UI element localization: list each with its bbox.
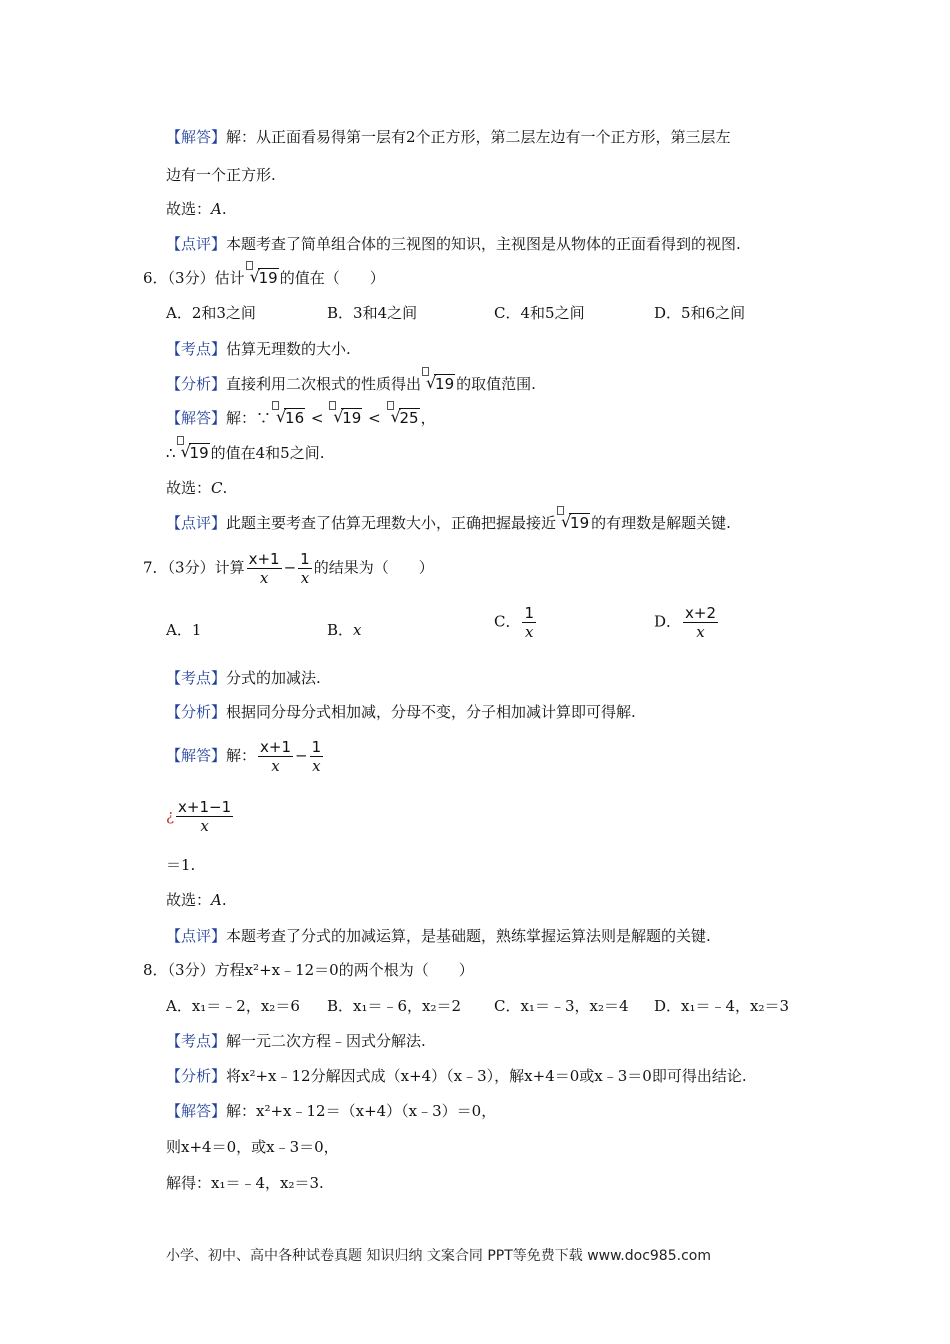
comment-text: 此题主要考查了估算无理数大小，正确把握最接近	[226, 514, 557, 532]
solution-line: 解得：x₁＝﹣4，x₂＝3.	[166, 1174, 324, 1192]
fraction	[258, 738, 293, 775]
denominator: x	[300, 569, 310, 587]
question-suffix: 的结果为（ ）	[313, 558, 434, 577]
choice-line: 故选：A.	[166, 891, 227, 909]
jieda-text: 解：x²+x﹣12＝（x+4）（x﹣3）＝0，	[226, 1102, 497, 1120]
cube-root: √ 25	[387, 408, 420, 428]
denominator: x	[259, 569, 269, 587]
fraction	[522, 604, 536, 641]
fenxi-tag: 【分析】	[166, 703, 227, 721]
numerator: x+2	[685, 604, 717, 622]
cube-root: √ 19	[557, 513, 590, 533]
comma: ，	[420, 409, 436, 427]
less-than: <	[368, 409, 381, 427]
numerator: 1	[300, 550, 310, 568]
denominator: x	[312, 757, 321, 775]
kaodian-text: 解一元二次方程﹣因式分解法.	[226, 1032, 426, 1050]
step-line	[166, 798, 235, 835]
fenxi-tag: 【分析】	[166, 375, 227, 393]
answer-line-cont: 边有一个正方形.	[166, 166, 276, 184]
comment-tag: 【点评】	[166, 927, 227, 945]
fenxi-suffix: 的取值范围.	[456, 375, 536, 393]
question-7	[143, 550, 434, 587]
choice-label: 故选：	[166, 891, 212, 909]
answer-tag: 【解答】	[166, 128, 227, 146]
radicand: 19	[189, 444, 209, 462]
numerator: x+1	[260, 738, 292, 756]
option-label: C．	[494, 612, 521, 631]
answer-text: 解：从正面看易得第一层有2个正方形，第二层左边有一个正方形，第三层左	[226, 128, 731, 146]
radicand: 19	[258, 269, 278, 287]
comment-line	[166, 926, 711, 946]
kaodian-text: 分式的加减法.	[226, 669, 321, 687]
question-number: 7．	[143, 558, 168, 577]
fenxi-line	[166, 374, 536, 394]
radicand: 16	[285, 409, 305, 427]
fenxi-line	[166, 702, 636, 722]
fraction	[298, 550, 312, 587]
denominator: x	[525, 623, 534, 641]
comment-line	[166, 513, 731, 533]
option-value: x	[353, 621, 362, 639]
radicand: 19	[435, 375, 455, 393]
jieda-line	[166, 1101, 496, 1121]
choice-answer: C	[211, 479, 223, 497]
choice-line: 故选：C.	[166, 479, 228, 497]
equation: x²+x﹣12＝0的两个根为（ ）	[244, 961, 474, 979]
fenxi-tag: 【分析】	[166, 1067, 227, 1085]
option-a: A．2和3之间	[166, 304, 256, 322]
option-c: C．x₁＝﹣3，x₂＝4	[494, 997, 629, 1015]
kaodian-line	[166, 1031, 426, 1051]
option-b	[327, 620, 362, 640]
option-a: A．1	[166, 621, 202, 639]
choice-answer: A	[211, 891, 222, 909]
comment-text: 本题考查了分式的加减运算，是基础题，熟练掌握运算法则是解题的关键.	[226, 927, 711, 945]
question-6	[143, 268, 385, 288]
option-label: D．	[654, 612, 682, 631]
kaodian-tag: 【考点】	[166, 1032, 227, 1050]
radicand: 19	[570, 514, 590, 532]
cube-root: √ 19	[422, 374, 455, 394]
option-b: B．x₁＝﹣6，x₂＝2	[327, 997, 462, 1015]
comment-tag: 【点评】	[166, 514, 227, 532]
jieda-text: 解：∵	[226, 409, 272, 427]
denominator: x	[696, 623, 705, 641]
choice-answer: A	[211, 200, 222, 218]
less-than: <	[310, 409, 324, 427]
option-b: B．3和4之间	[327, 304, 418, 322]
cube-root: √ 19	[246, 268, 279, 288]
minus-sign: −	[283, 558, 297, 577]
kaodian-tag: 【考点】	[166, 669, 227, 687]
kaodian-text: 估算无理数的大小.	[226, 340, 351, 358]
choice-label: 故选：	[166, 479, 212, 497]
question-number: 6．	[143, 269, 168, 287]
jieda-tag: 【解答】	[166, 1102, 227, 1120]
jieda-line	[166, 738, 325, 775]
comment-text: 本题考查了简单组合体的三视图的知识，主视图是从物体的正面看得到的视图.	[226, 235, 741, 253]
jieda-tag: 【解答】	[166, 746, 227, 765]
numerator: 1	[524, 604, 535, 622]
numerator: x+1	[248, 550, 280, 568]
radicand: 25	[399, 409, 419, 427]
fenxi-text: 根据同分母分式相加减，分母不变，分子相加减计算即可得解.	[226, 703, 636, 721]
option-c	[494, 604, 538, 641]
comment-line	[166, 234, 741, 254]
option-c: C．4和5之间	[494, 304, 585, 322]
choice-label: 故选：	[166, 200, 212, 218]
fenxi-text: 直接利用二次根式的性质得出	[226, 375, 422, 393]
cube-root: √ 16	[272, 408, 305, 428]
therefore-text: 的值在4和5之间.	[210, 444, 325, 462]
therefore-symbol: ∴	[166, 444, 176, 462]
fraction	[310, 738, 324, 775]
option-a: A．x₁＝﹣2，x₂＝6	[166, 997, 300, 1015]
option-d: D．5和6之间	[654, 304, 746, 322]
option-d: D．x₁＝﹣4，x₂＝3	[654, 997, 790, 1015]
fenxi-line	[166, 1066, 747, 1086]
therefore-line	[166, 443, 325, 463]
question-prefix: （3分）方程	[167, 961, 245, 979]
kaodian-line	[166, 339, 351, 359]
cube-root: √ 19	[177, 443, 210, 463]
question-8	[143, 960, 474, 980]
question-prefix: （3分）估计	[167, 269, 245, 287]
fraction	[247, 550, 282, 587]
fraction	[176, 798, 233, 835]
result-line: ＝1.	[166, 856, 196, 874]
choice-line: 故选：A.	[166, 200, 227, 218]
denominator: x	[271, 757, 280, 775]
step-mark: ¿	[166, 806, 175, 825]
jieda-line	[166, 408, 436, 428]
page-footer: 小学、初中、高中各种试卷真题 知识归纳 文案合同 PPT等免费下载 www.doc985.com	[166, 1248, 711, 1264]
jieda-text: 解：	[226, 746, 257, 765]
kaodian-line	[166, 668, 321, 688]
answer-line	[166, 127, 731, 147]
option-d	[654, 604, 720, 641]
question-number: 8．	[143, 961, 168, 979]
denominator: x	[200, 817, 209, 835]
minus-sign: −	[295, 746, 308, 765]
comment-tag: 【点评】	[166, 235, 227, 253]
cube-root: √ 19	[329, 408, 362, 428]
numerator: 1	[311, 738, 322, 756]
question-prefix: （3分）计算	[167, 558, 245, 577]
fraction	[683, 604, 718, 641]
then-line: 则x+4＝0，或x﹣3＝0，	[166, 1138, 339, 1156]
option-label: B．	[327, 621, 354, 639]
numerator: x+1−1	[178, 798, 232, 816]
fenxi-text: 将x²+x﹣12分解因式成（x+4）（x﹣3），解x+4＝0或x﹣3＝0即可得出结论.	[226, 1067, 747, 1085]
kaodian-tag: 【考点】	[166, 340, 227, 358]
jieda-tag: 【解答】	[166, 409, 227, 427]
comment-suffix: 的有理数是解题关键.	[591, 514, 731, 532]
question-suffix: 的值在（ ）	[279, 269, 385, 287]
radicand: 19	[342, 409, 362, 427]
